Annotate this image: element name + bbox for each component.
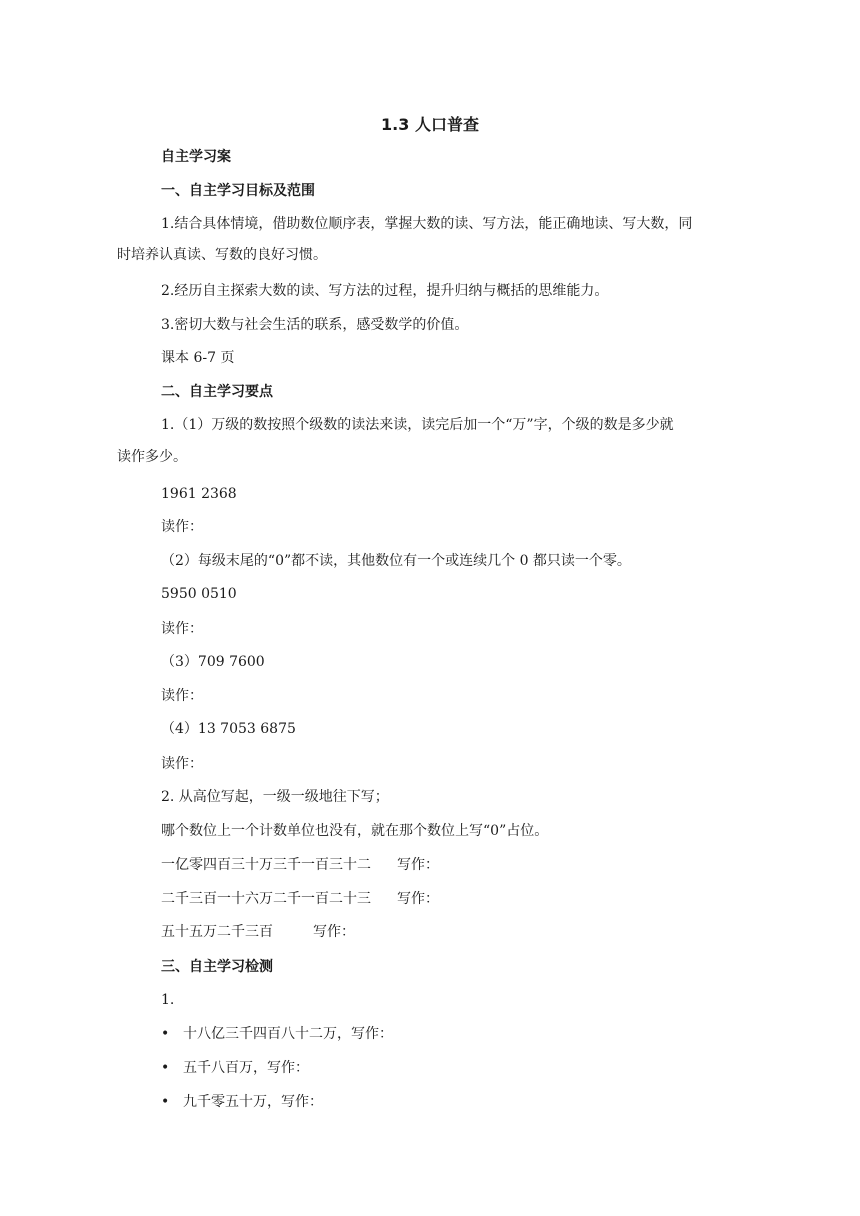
section2-heading: 二、自主学习要点 [161,384,273,400]
check-item-3: 九千零五十万，写作： [183,1094,323,1110]
number-words: 二千三百一十六万二千一百二十三 [161,891,371,907]
write-exercise-2 [161,889,439,909]
goal-1-line-1: 1.结合具体情境，借助数位顺序表，掌握大数的读、写方法，能正确地读、写大数，同 [161,216,693,232]
page-title: 1.3 人口普查 [381,115,479,134]
bullet-icon: • [161,1094,170,1110]
read-as-2: 读作： [161,621,203,637]
write-rule-1: 2. 从高位写起，一级一级地往下写； [161,789,389,805]
question-number: 1. [161,992,175,1008]
number-1: 1961 2368 [161,486,237,502]
write-exercise-3 [161,922,355,942]
goal-1-line-2: 时培养认真读、写数的良好习惯。 [117,247,327,263]
goal-3: 3.密切大数与社会生活的联系，感受数学的价值。 [161,317,469,333]
write-label: 写作： [397,857,439,873]
read-as-1: 读作： [161,519,203,535]
number-2: 5950 0510 [161,586,237,602]
rule-2: （2）每级末尾的“0”都不读，其他数位有一个或连续几个 0 都只读一个零。 [161,553,631,569]
section3-heading: 三、自主学习检测 [161,959,273,975]
number-3: （3）709 7600 [161,654,265,670]
write-label: 写作： [313,924,355,940]
section1-heading: 一、自主学习目标及范围 [161,183,315,199]
check-item-1: 十八亿三千四百八十二万，写作： [183,1026,393,1042]
subtitle: 自主学习案 [161,149,231,165]
write-rule-2: 哪个数位上一个计数单位也没有，就在那个数位上写“0”占位。 [161,823,549,839]
rule-1-line-1: 1.（1）万级的数按照个级数的读法来读，读完后加一个“万”字，个级的数是多少就 [161,417,674,433]
read-as-3: 读作： [161,688,203,704]
bullet-icon: • [161,1060,170,1076]
goal-2: 2.经历自主探索大数的读、写方法的过程，提升归纳与概括的思维能力。 [161,283,609,299]
write-label: 写作： [397,891,439,907]
rule-1-line-2: 读作多少。 [117,449,187,465]
bullet-icon: • [161,1026,170,1042]
check-item-2: 五千八百万，写作： [183,1060,309,1076]
write-exercise-1 [161,855,439,875]
number-words: 一亿零四百三十万三千一百三十二 [161,857,371,873]
number-words: 五十五万二千三百 [161,924,273,940]
read-as-4: 读作： [161,756,203,772]
number-4: （4）13 7053 6875 [161,721,296,737]
textbook-pages: 课本 6-7 页 [161,350,235,366]
